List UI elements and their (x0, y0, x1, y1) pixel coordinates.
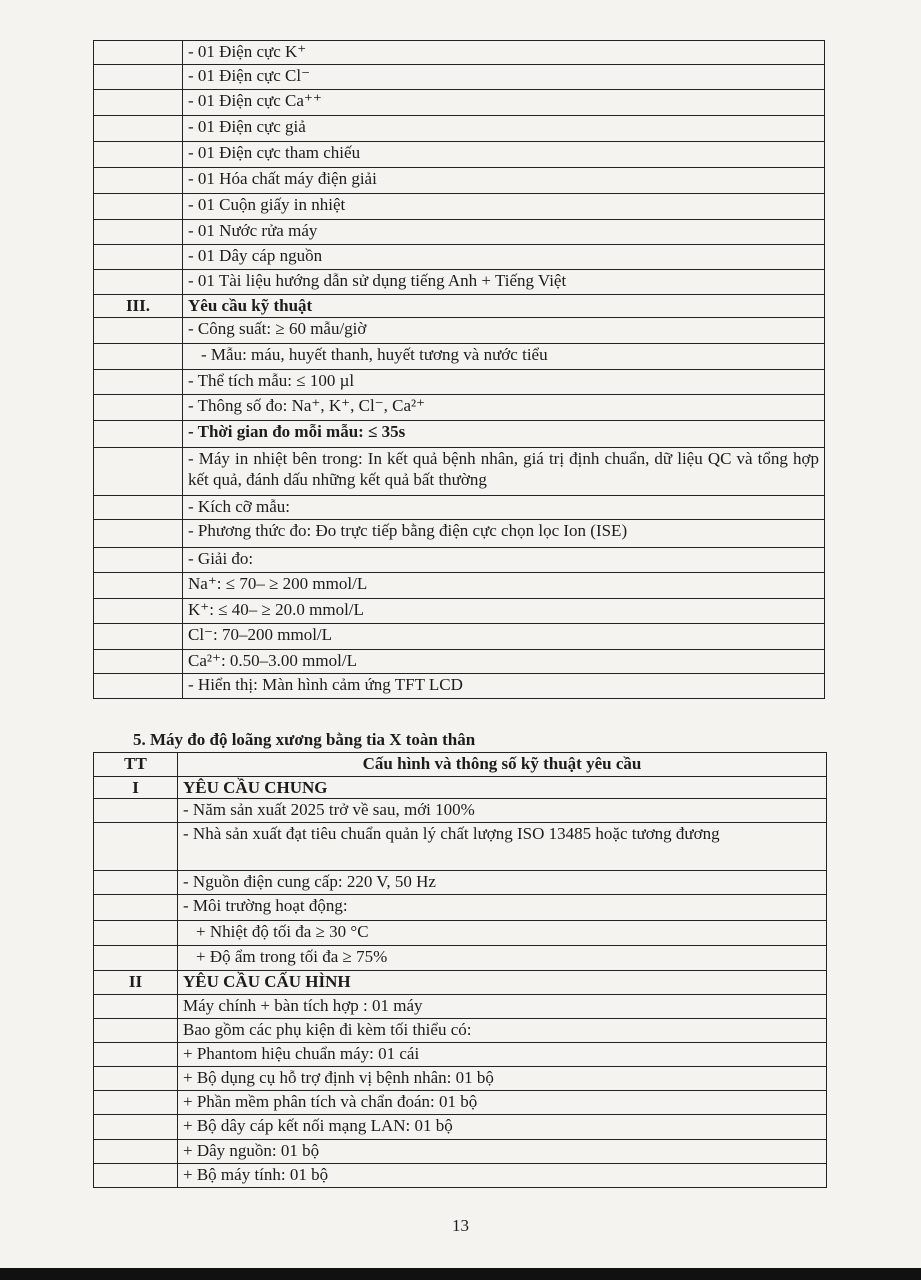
row-text: - Máy in nhiệt bên trong: In kết quả bệnh nhân, giá trị định chuẩn, dữ liệu QC và tổng hợp kết quả, đánh dấu những kết quả bất thường (183, 448, 825, 496)
table-row (94, 496, 825, 520)
row-text: Ca²⁺: 0.50–3.00 mmol/L (183, 650, 825, 674)
row-text: - Năm sản xuất 2025 trở về sau, mới 100% (178, 799, 827, 823)
table-row (94, 777, 827, 799)
table-row (94, 971, 827, 995)
row-text: - Môi trường hoạt động: (178, 895, 827, 921)
table-row (94, 995, 827, 1019)
table-row (94, 823, 827, 871)
row-number: II (94, 971, 178, 995)
row-number (94, 1091, 178, 1115)
row-text: - 01 Tài liệu hướng dẫn sử dụng tiếng Anh + Tiếng Việt (183, 270, 825, 295)
row-number (94, 220, 183, 245)
row-text: + Phần mềm phân tích và chẩn đoán: 01 bộ (178, 1091, 827, 1115)
requirements-table-continued (93, 40, 825, 699)
table-row (94, 1164, 827, 1188)
row-number (94, 548, 183, 573)
row-text: Máy chính + bàn tích hợp : 01 máy (178, 995, 827, 1019)
table-row (94, 1140, 827, 1164)
row-number (94, 823, 178, 871)
table-row (94, 946, 827, 971)
row-number (94, 599, 183, 624)
row-number (94, 1140, 178, 1164)
row-number (94, 370, 183, 395)
row-text: - 01 Dây cáp nguồn (183, 245, 825, 270)
row-number (94, 318, 183, 344)
table-header-row (94, 753, 827, 777)
table-row (94, 194, 825, 220)
table-row (94, 599, 825, 624)
table-row (94, 520, 825, 548)
row-text: Yêu cầu kỹ thuật (183, 295, 825, 318)
row-number (94, 270, 183, 295)
row-text: K⁺: ≤ 40– ≥ 20.0 mmol/L (183, 599, 825, 624)
row-number (94, 65, 183, 90)
table-row (94, 573, 825, 599)
row-text: YÊU CẦU CẤU HÌNH (178, 971, 827, 995)
row-number (94, 41, 183, 65)
row-text: Bao gồm các phụ kiện đi kèm tối thiểu có: (178, 1019, 827, 1043)
row-number (94, 573, 183, 599)
row-number (94, 995, 178, 1019)
row-number (94, 395, 183, 421)
scan-edge-bar (0, 1268, 921, 1280)
row-number (94, 344, 183, 370)
row-number (94, 1019, 178, 1043)
row-number (94, 245, 183, 270)
table-row (94, 421, 825, 448)
table-row (94, 650, 825, 674)
row-text: - 01 Điện cực Ca⁺⁺ (183, 90, 825, 116)
row-number (94, 921, 178, 946)
row-number (94, 946, 178, 971)
row-number (94, 895, 178, 921)
table2-body (94, 777, 827, 1188)
table1-body (94, 41, 825, 699)
table-row (94, 548, 825, 573)
row-text: - Phương thức đo: Đo trực tiếp bằng điện cực chọn lọc Ion (ISE) (183, 520, 825, 548)
table-row (94, 270, 825, 295)
table-row (94, 674, 825, 699)
row-text: - Nhà sản xuất đạt tiêu chuẩn quản lý chất lượng ISO 13485 hoặc tương đương (178, 823, 827, 871)
row-text: - Giải đo: (183, 548, 825, 573)
row-number (94, 520, 183, 548)
row-number (94, 674, 183, 699)
row-number: I (94, 777, 178, 799)
table-row (94, 395, 825, 421)
row-text: - Hiển thị: Màn hình cảm ứng TFT LCD (183, 674, 825, 699)
table-row (94, 142, 825, 168)
table-row (94, 448, 825, 496)
row-number (94, 90, 183, 116)
table-row (94, 1067, 827, 1091)
row-number (94, 421, 183, 448)
row-text: - Thể tích mẫu: ≤ 100 µl (183, 370, 825, 395)
row-text: + Nhiệt độ tối đa ≥ 30 °C (178, 921, 827, 946)
row-text: + Bộ máy tính: 01 bộ (178, 1164, 827, 1188)
row-number (94, 496, 183, 520)
row-number (94, 142, 183, 168)
row-number (94, 116, 183, 142)
table-row (94, 895, 827, 921)
row-number (94, 194, 183, 220)
row-number (94, 1115, 178, 1140)
section-5-title: 5. Máy đo độ loãng xương bằng tia X toàn thân (133, 730, 476, 749)
table-row (94, 318, 825, 344)
row-text: - Nguồn điện cung cấp: 220 V, 50 Hz (178, 871, 827, 895)
row-number (94, 1067, 178, 1091)
row-number (94, 871, 178, 895)
table-row (94, 871, 827, 895)
row-text: + Dây nguồn: 01 bộ (178, 1140, 827, 1164)
row-text: - 01 Điện cực giả (183, 116, 825, 142)
row-text: - Mẫu: máu, huyết thanh, huyết tương và nước tiểu (183, 344, 825, 370)
row-text: - Thời gian đo mỗi mẫu: ≤ 35s (183, 421, 825, 448)
row-number (94, 448, 183, 496)
row-number (94, 650, 183, 674)
bone-densitometer-spec-table (93, 752, 827, 1188)
row-text: + Bộ dụng cụ hỗ trợ định vị bệnh nhân: 01 bộ (178, 1067, 827, 1091)
row-number (94, 799, 178, 823)
row-number (94, 624, 183, 650)
table-row (94, 921, 827, 946)
header-spec: Cấu hình và thông số kỹ thuật yêu cầu (178, 753, 827, 777)
table-row (94, 90, 825, 116)
row-text: - Kích cỡ mẫu: (183, 496, 825, 520)
table-row (94, 1115, 827, 1140)
row-number (94, 1164, 178, 1188)
row-text: Cl⁻: 70–200 mmol/L (183, 624, 825, 650)
row-text: - 01 Điện cực Cl⁻ (183, 65, 825, 90)
row-number (94, 168, 183, 194)
row-text: YÊU CẦU CHUNG (178, 777, 827, 799)
row-text: - 01 Cuộn giấy in nhiệt (183, 194, 825, 220)
row-text: + Phantom hiệu chuẩn máy: 01 cái (178, 1043, 827, 1067)
table-row (94, 245, 825, 270)
table-row (94, 344, 825, 370)
table-row (94, 65, 825, 90)
row-number: III. (94, 295, 183, 318)
table-row (94, 41, 825, 65)
table-row (94, 370, 825, 395)
row-text: - Công suất: ≥ 60 mẫu/giờ (183, 318, 825, 344)
row-text: - Thông số đo: Na⁺, K⁺, Cl⁻, Ca²⁺ (183, 395, 825, 421)
page-number: 13 (452, 1216, 469, 1235)
table-row (94, 116, 825, 142)
row-number (94, 1043, 178, 1067)
row-text: + Độ ẩm trong tối đa ≥ 75% (178, 946, 827, 971)
table-row (94, 220, 825, 245)
table-row (94, 1019, 827, 1043)
table-row (94, 1043, 827, 1067)
header-tt: TT (94, 753, 178, 777)
table-row (94, 799, 827, 823)
table-row (94, 295, 825, 318)
row-text: Na⁺: ≤ 70– ≥ 200 mmol/L (183, 573, 825, 599)
table-row (94, 168, 825, 194)
row-text: - 01 Nước rửa máy (183, 220, 825, 245)
row-text: - 01 Hóa chất máy điện giải (183, 168, 825, 194)
row-text: - 01 Điện cực K⁺ (183, 41, 825, 65)
row-text: + Bộ dây cáp kết nối mạng LAN: 01 bộ (178, 1115, 827, 1140)
row-text: - 01 Điện cực tham chiếu (183, 142, 825, 168)
table-row (94, 624, 825, 650)
table-row (94, 1091, 827, 1115)
